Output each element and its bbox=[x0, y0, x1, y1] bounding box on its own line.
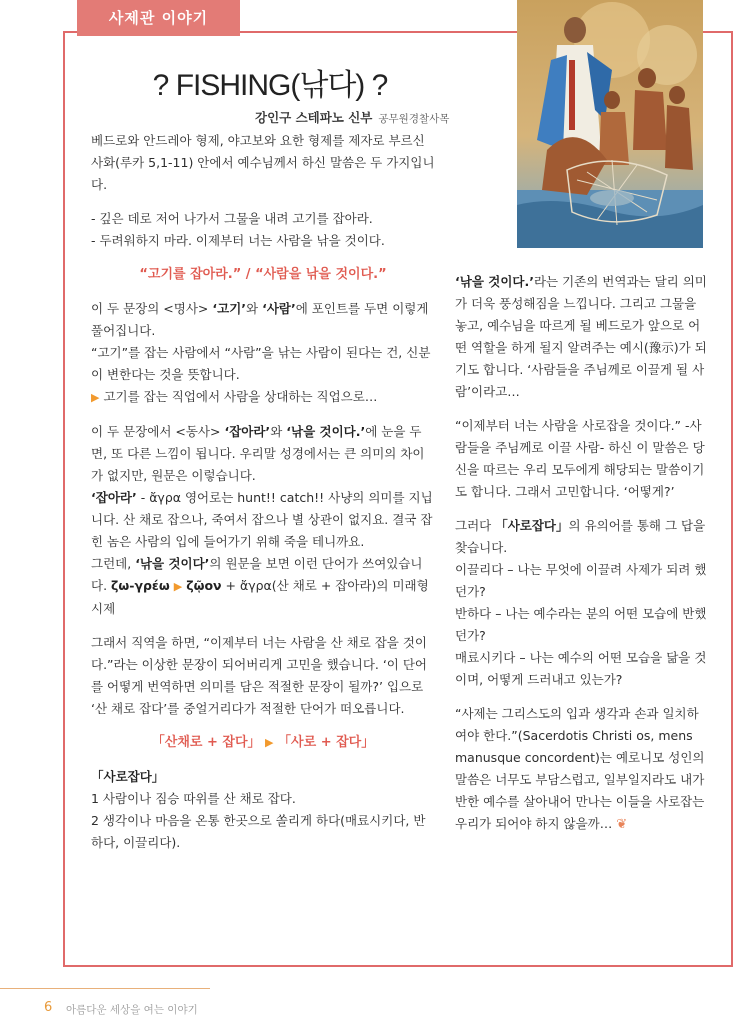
painting-icon bbox=[517, 0, 703, 248]
synonym-1: 이끌리다 – 나는 무엇에 이끌려 사제가 되려 했던가? bbox=[455, 562, 707, 599]
definition-2: 2 생각이나 마음을 온통 한곳으로 쏠리게 하다(매료시키다, 반하다, 이끌리다). bbox=[91, 813, 426, 850]
translation-paragraph: 그래서 직역을 하면, “이제부터 너는 사람을 산 채로 잡을 것이다.”라는 이상한 문장이 되어버리게 고민을 했습니다. ‘이 단어를 어떻게 번역하면 의미를 담은 적절한 문장이 될까?’ 입으로 ‘산 채로 잡다’를 중얼거리다가 적절한 단어가 떠오릅니다. bbox=[91, 635, 428, 716]
leaf-icon: ❦ bbox=[616, 817, 628, 832]
page-number: 6 bbox=[44, 1000, 53, 1015]
intro-paragraph: 베드로와 안드레아 형제, 야고보와 요한 형제를 제자로 부르신 사화(루카 5,1-11) 안에서 예수님께서 하신 말씀은 두 가지입니다. bbox=[91, 133, 435, 192]
identity-paragraph: “고기”를 잡는 사람에서 “사람”을 낚는 사람이 된다는 건, 신분이 변한다는 것을 뜻합니다. bbox=[91, 345, 431, 382]
synonym-paragraph: 그러다 「사로잡다」의 유의어를 통해 그 답을 찾습니다. bbox=[455, 518, 706, 555]
quote-line-1: - 깊은 데로 저어 나가서 그물을 내려 고기를 잡아라. bbox=[91, 211, 373, 226]
hunt-paragraph: ‘잡아라’ - ἄγρα 영어로는 hunt!! catch!! 사냥의 의미를 지닙니다. 산 채로 잡으나, 죽여서 잡으나 별 상관이 없지요. 결국 잡힌 놈은 사람의 입에 들어가기 위해 죽을 테니까요. bbox=[91, 490, 433, 549]
synonym-2: 반하다 – 나는 예수라는 분의 어떤 모습에 반했던가? bbox=[455, 606, 707, 643]
highlight-quote: “고기를 잡아라.” / “사람을 낚을 것이다.” bbox=[139, 267, 387, 282]
synonym-3: 매료시키다 – 나는 예수의 어떤 모습을 닮을 것이며, 어떻게 드러내고 있는가? bbox=[455, 650, 707, 687]
footer-rule bbox=[0, 988, 210, 989]
arrow-icon: ▶ bbox=[265, 736, 274, 749]
section-tab: 사제관 이야기 bbox=[77, 0, 240, 36]
verb-paragraph: 이 두 문장에서 <동사> ‘잡아라’와 ‘낚을 것이다.’에 눈을 두면, 또 다른 느낌이 됩니다. 우리말 성경에서는 큰 의미의 차이가 없지만, 원문은 이렇습니다. bbox=[91, 424, 425, 483]
definition-1: 1 사람이나 짐승 따위를 산 채로 잡다. bbox=[91, 791, 296, 806]
left-column bbox=[91, 130, 435, 854]
definition-title: 「사로잡다」 bbox=[91, 769, 165, 784]
meaning-paragraph: ‘낚을 것이다.’라는 기존의 번역과는 달리 의미가 더욱 풍성해짐을 느낍니다. 그리고 그물을 놓고, 예수님을 따르게 될 베드로가 앞으로 어떤 역할을 하게 될지 알려주는 예시(豫示)가 되기도 합니다. ‘사람들을 주님께로 이끌게 될 사람’이라고… bbox=[455, 274, 707, 399]
greek-paragraph: 그런데, ‘낚을 것이다’의 원문을 보면 이런 단어가 쓰여있습니다. ζω-γρέω ▶ ζῷον + ἄγρα(산 채로 + 잡아라)의 미래형 시제 bbox=[91, 556, 429, 616]
painting-image bbox=[517, 0, 703, 248]
arrow-icon: ▶ bbox=[173, 580, 183, 593]
magazine-name: 아름다운 세상을 여는 이야기 bbox=[66, 1004, 198, 1016]
author-line bbox=[255, 108, 449, 126]
arrow-paragraph: ▶ 고기를 잡는 직업에서 사람을 상대하는 직업으로… bbox=[91, 389, 378, 404]
highlight-transform: 「산채로 + 잡다」 ▶ 「사로 + 잡다」 bbox=[151, 735, 375, 750]
closing-paragraph: “사제는 그리스도의 입과 생각과 손과 일치하여야 한다.”(Sacerdotis Christi os, mens manusque concordent)는 예로니모 성인의 말씀은 너무도 부담스럽고, 일부일지라도 내가 반한 예수를 살아내어 만나는 이들을 사로잡는 우리가 되어야 하지 않을까… ❦ bbox=[455, 706, 705, 832]
right-column bbox=[455, 271, 707, 836]
arrow-icon: ▶ bbox=[91, 391, 100, 404]
noun-paragraph: 이 두 문장의 <명사> ‘고기’와 ‘사람’에 포인트를 두면 이렇게 풀어집니다. bbox=[91, 301, 429, 338]
author-affiliation: 공무원경찰사목 bbox=[378, 113, 450, 125]
author-name: 강인구 스테파노 신부 bbox=[255, 110, 373, 125]
captivate-paragraph: “이제부터 너는 사람을 사로잡을 것이다.” -사람들을 주님께로 이끌 사람- 하신 이 말씀은 당신을 따르는 우리 모두에게 해당되는 말씀이기도 합니다. 그래서 고민합니다. ‘어떻게?’ bbox=[455, 418, 705, 499]
quote-line-2: - 두려워하지 마라. 이제부터 너는 사람을 낚을 것이다. bbox=[91, 233, 385, 248]
article-title: ? FISHING(낚다) ? bbox=[152, 69, 388, 102]
